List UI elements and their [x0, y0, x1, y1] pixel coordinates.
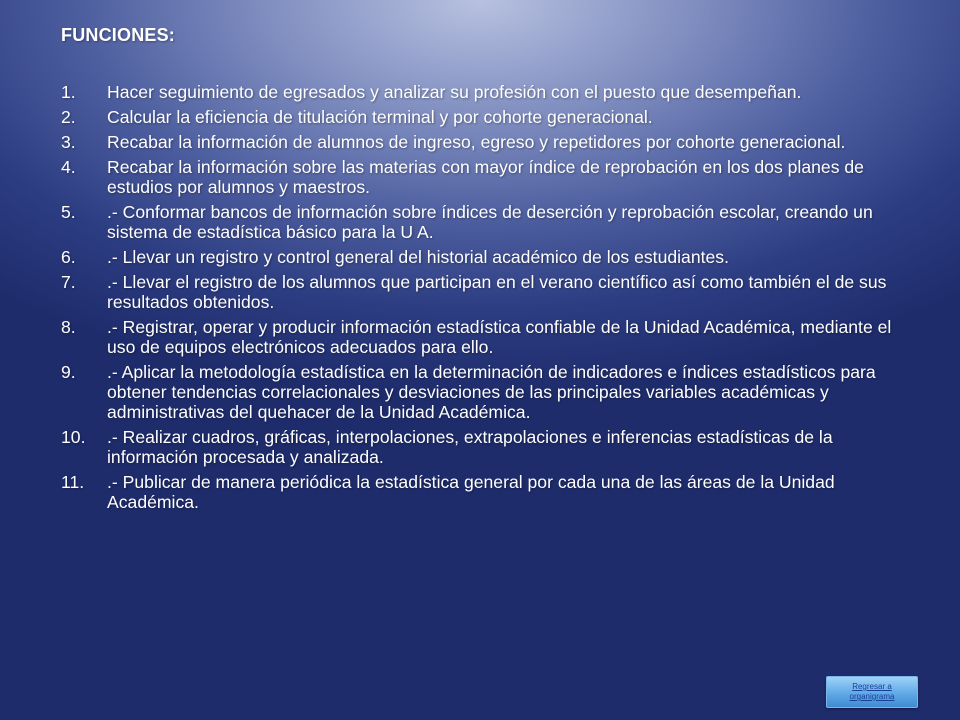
back-button-label-line1[interactable]: Regresar a	[852, 682, 892, 691]
item-text: .- Llevar el registro de los alumnos que participan en el verano científico así como también el de sus resultados obtenidos.	[107, 272, 887, 312]
list-item	[61, 132, 907, 152]
list-item	[61, 82, 907, 102]
list-item	[61, 272, 907, 312]
item-text: Recabar la información sobre las materias con mayor índice de reprobación en los dos planes de estudios por alumnos y maestros.	[107, 157, 864, 197]
item-text: Recabar la información de alumnos de ingreso, egreso y repetidores por cohorte generacional.	[107, 132, 846, 152]
item-number: 4.	[61, 157, 76, 177]
item-text: .- Realizar cuadros, gráficas, interpolaciones, extrapolaciones e inferencias estadísticas de la información procesada y analizada.	[107, 427, 833, 467]
item-number: 11.	[61, 472, 85, 492]
list-item	[61, 107, 907, 127]
item-text: .- Conformar bancos de información sobre índices de deserción y reprobación escolar, creando un sistema de estadística básico para la U A.	[107, 202, 873, 242]
list-item	[61, 157, 907, 197]
item-text: Calcular la eficiencia de titulación terminal y por cohorte generacional.	[107, 107, 653, 127]
item-text: .- Publicar de manera periódica la estadística general por cada una de las áreas de la Unidad Académica.	[107, 472, 835, 512]
item-number: 2.	[61, 107, 76, 127]
list-item	[61, 202, 907, 242]
item-number: 7.	[61, 272, 76, 292]
list-item	[61, 362, 907, 422]
item-text: .- Aplicar la metodología estadística en la determinación de indicadores e índices estadísticos para obtener tendencias correlacionales y desviaciones de las principales variables académicas y administrativas del quehacer de la Unidad Académica.	[107, 362, 876, 422]
item-number: 8.	[61, 317, 76, 337]
slide-title: FUNCIONES:	[61, 25, 175, 45]
back-to-org-chart-button[interactable]	[826, 676, 918, 708]
item-number: 1.	[61, 82, 76, 102]
item-number: 5.	[61, 202, 76, 222]
item-number: 6.	[61, 247, 76, 267]
item-number: 9.	[61, 362, 76, 382]
list-item	[61, 247, 907, 267]
back-button-label-line2[interactable]: organigrama	[849, 692, 895, 701]
item-text: .- Llevar un registro y control general del historial académico de los estudiantes.	[107, 247, 729, 267]
list-item	[61, 427, 907, 467]
item-text: .- Registrar, operar y producir información estadística confiable de la Unidad Académica, mediante el uso de equipos electrónicos adecuados para ello.	[107, 317, 892, 357]
functions-list	[61, 82, 907, 517]
item-number: 10.	[61, 427, 86, 447]
list-item	[61, 472, 907, 512]
item-text: Hacer seguimiento de egresados y analizar su profesión con el puesto que desempeñan.	[107, 82, 802, 102]
item-number: 3.	[61, 132, 76, 152]
list-item	[61, 317, 907, 357]
